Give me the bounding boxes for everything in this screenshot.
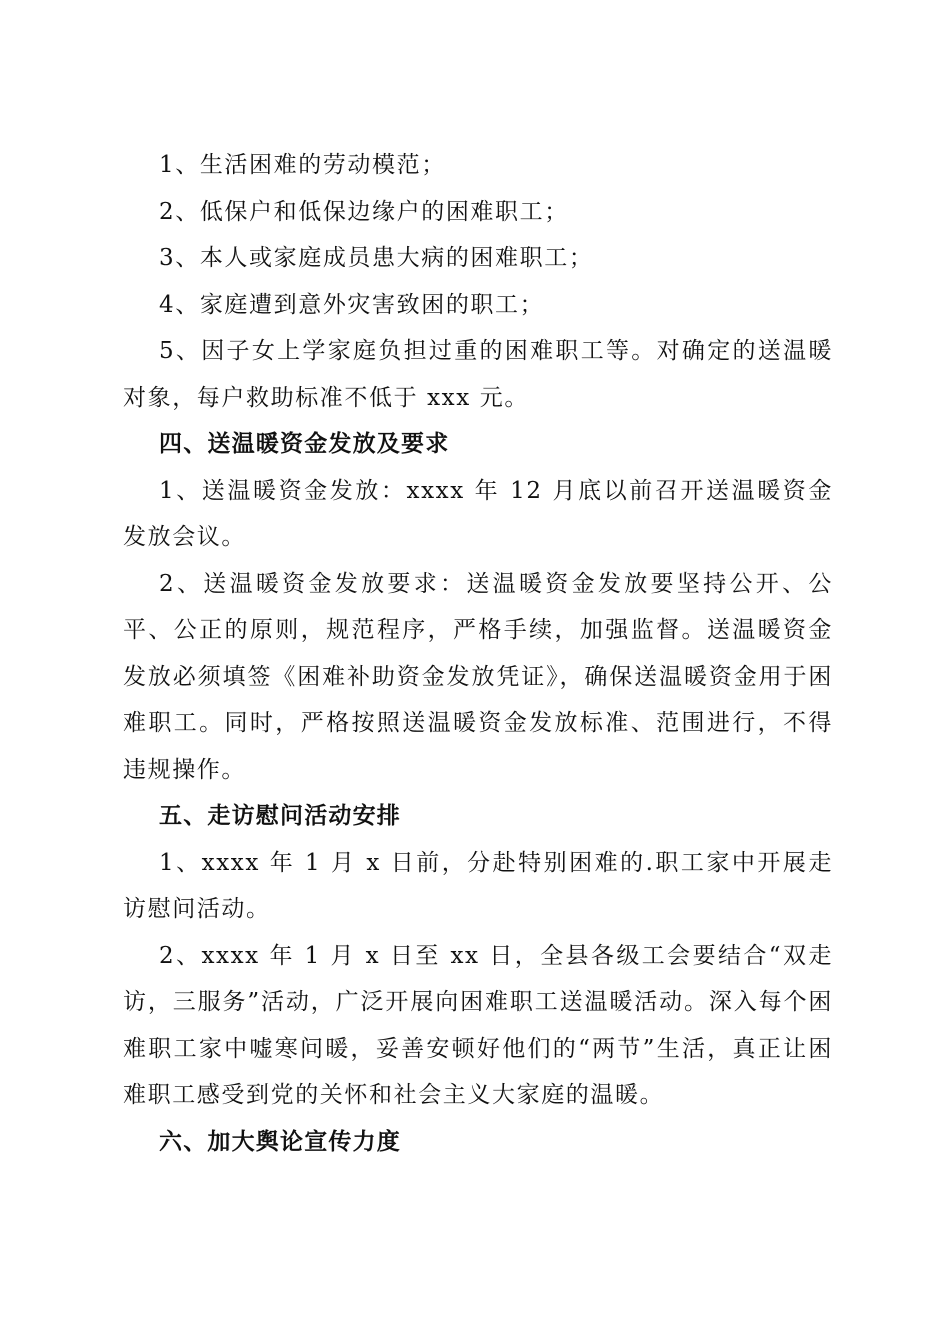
list-item: 2、低保户和低保边缘户的困难职工；	[159, 198, 569, 225]
list-item: 4、家庭遭到意外灾害致困的职工；	[159, 291, 545, 318]
list-item: 1、送温暖资金发放：xxxx 年 12 月底以前召开送温暖资金发放会议。	[123, 477, 833, 550]
list-item: 1、xxxx 年 1 月 x 日前，分赴特别困难的.职工家中开展走访慰问活动。	[123, 849, 833, 922]
section-heading: 四、送温暖资金发放及要求	[159, 431, 450, 457]
list-item: 1、生活困难的劳动模范；	[159, 152, 446, 178]
list-item: 5、因子女上学家庭负担过重的困难职工等。对确定的送温暖对象，每户救助标准不低于 xxx 元。	[123, 338, 833, 411]
list-item: 2、xxxx 年 1 月 x 日至 xx 日，全县各级工会要结合“双走访，三服务”活动，广泛开展向困难职工送温暖活动。深入每个困难职工家中嘘寒问暖，妥善安顿好他们的“两节”生活，真正让困难职工感受到党的关怀和社会主义大家庭的温暖。	[123, 942, 833, 1108]
document-body	[123, 142, 833, 1165]
list-item: 3、本人或家庭成员患大病的困难职工；	[159, 245, 594, 271]
section-heading: 五、走访慰问活动安排	[159, 803, 401, 829]
section-heading: 六、加大舆论宣传力度	[159, 1128, 401, 1155]
list-item: 2、送温暖资金发放要求：送温暖资金发放要坚持公开、公平、公正的原则，规范程序，严格手续，加强监督。送温暖资金发放必须填签《困难补助资金发放凭证》，确保送温暖资金用于困难职工。同时，严格按照送温暖资金发放标准、范围进行，不得违规操作。	[123, 570, 833, 783]
